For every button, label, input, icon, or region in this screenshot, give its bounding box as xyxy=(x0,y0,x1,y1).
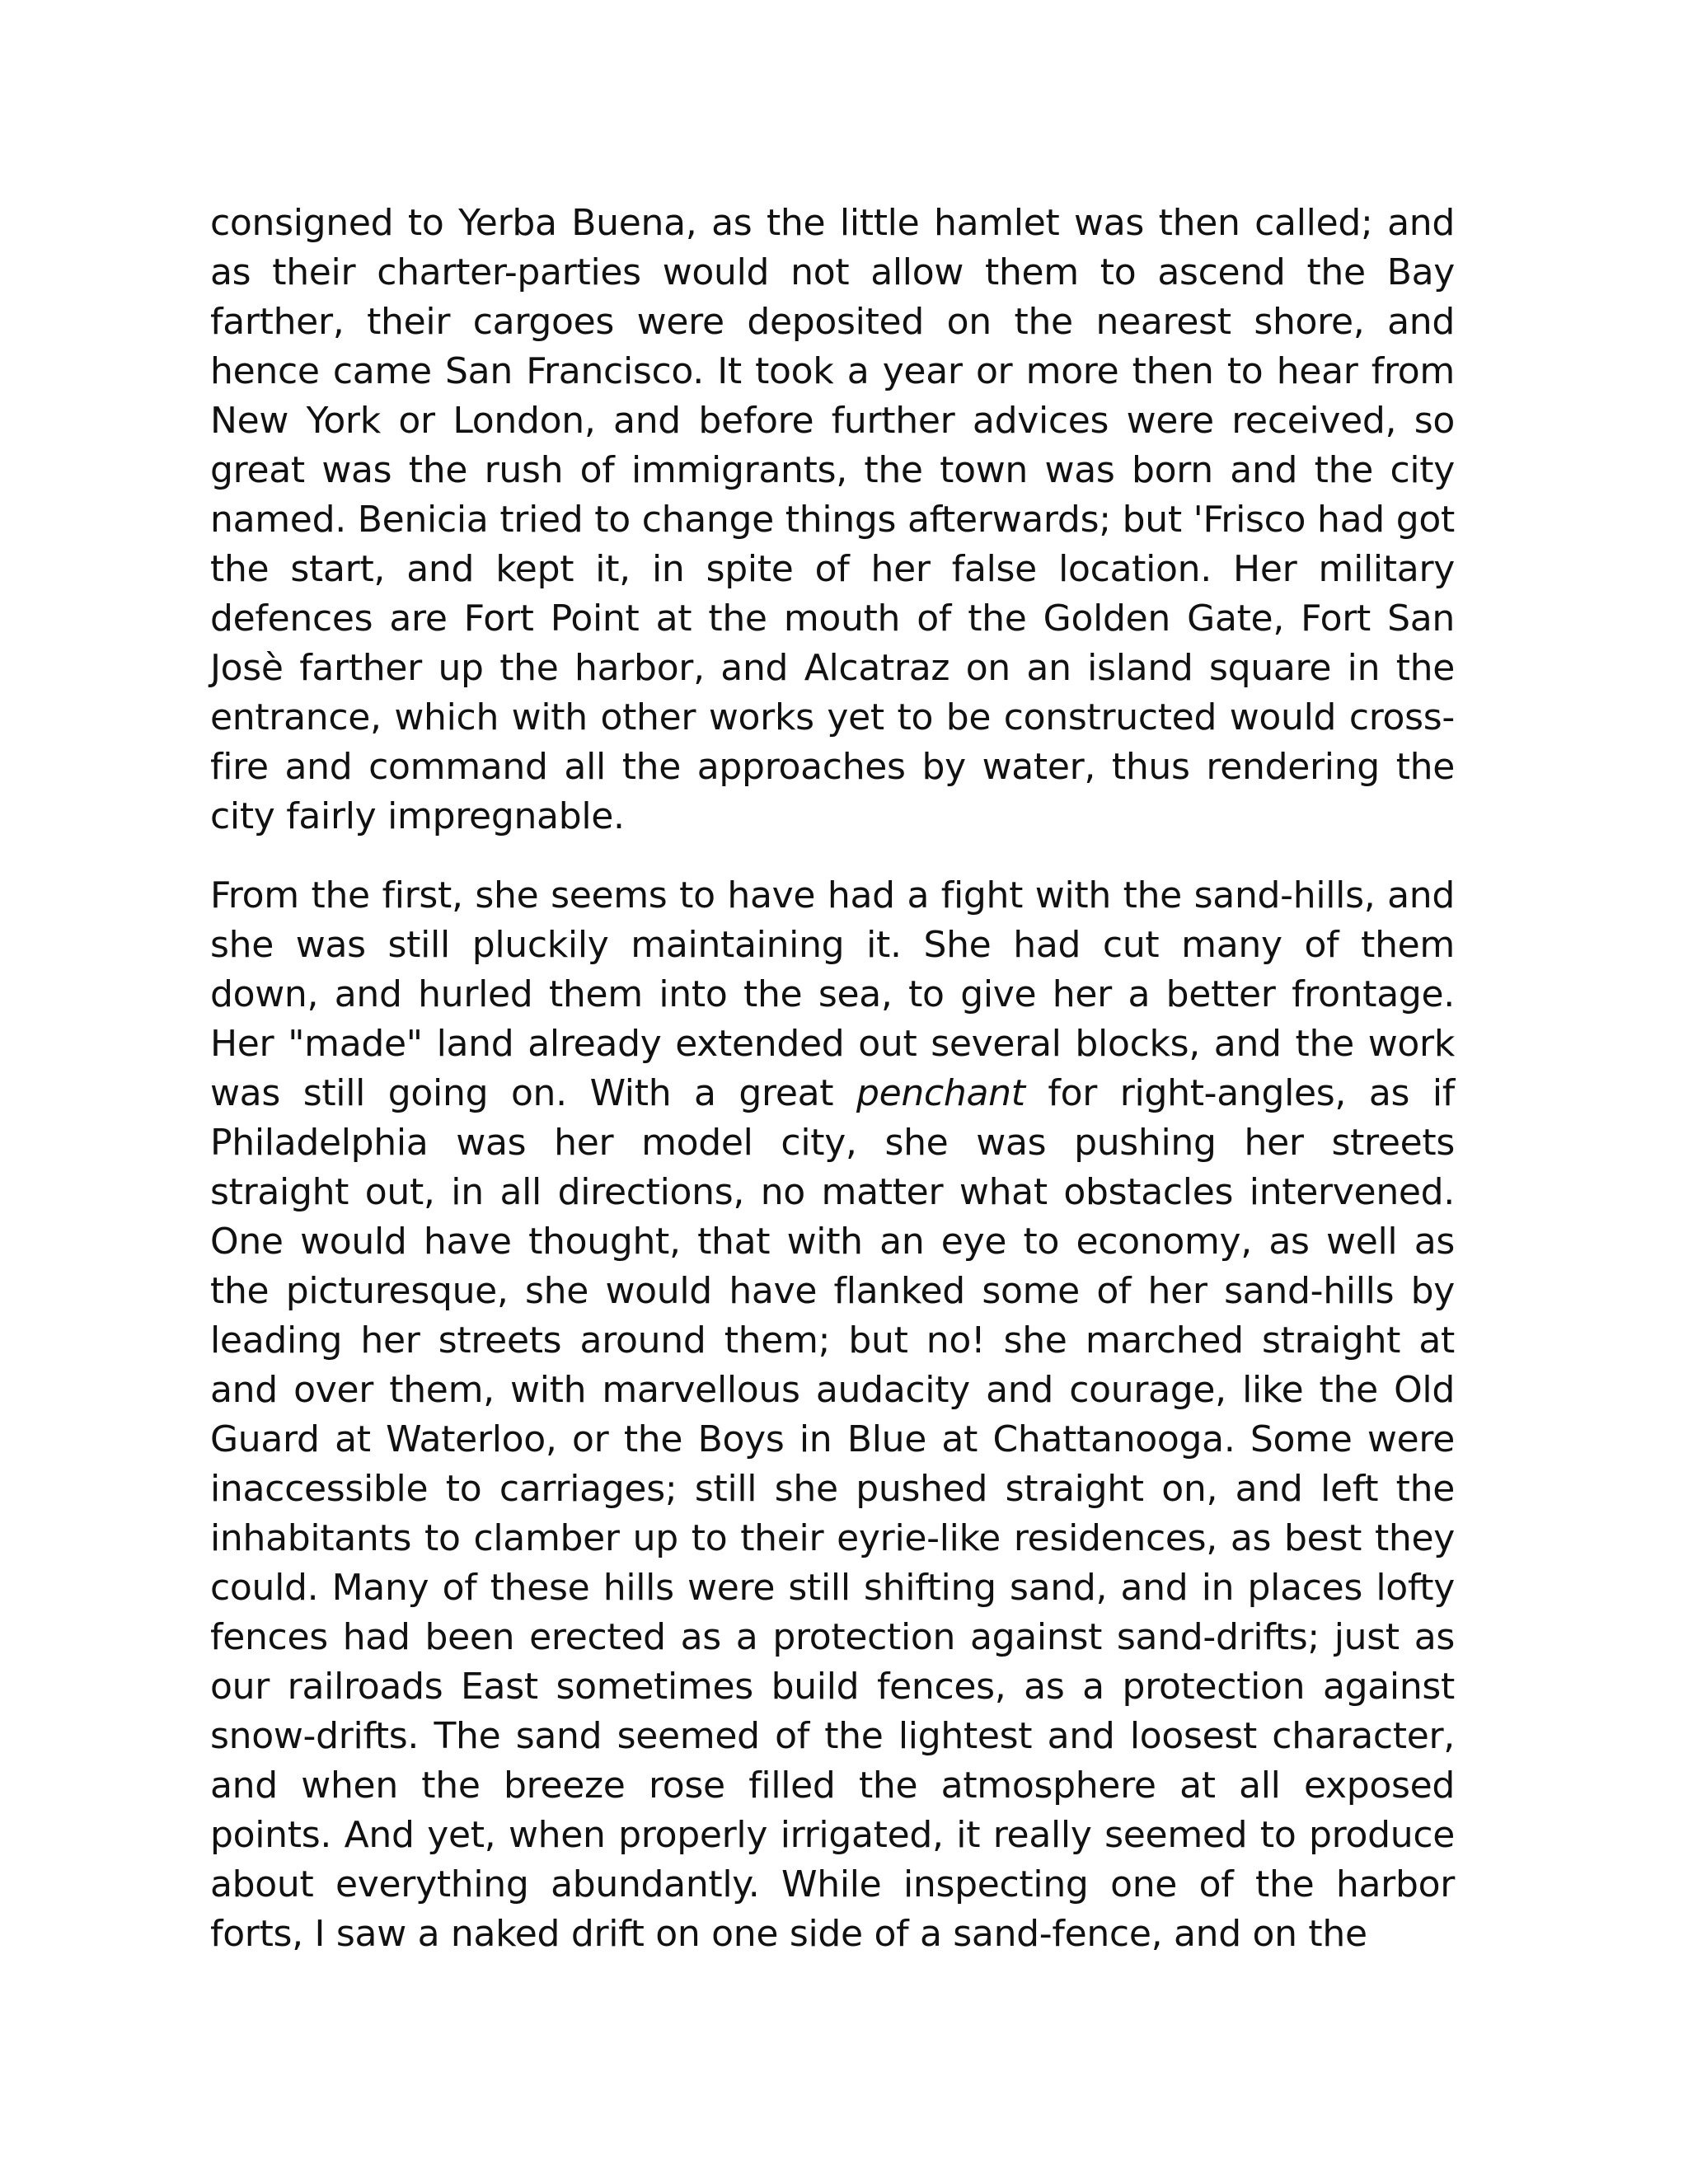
paragraph-1 xyxy=(210,199,1455,841)
page-text xyxy=(210,199,1455,1959)
paragraph-1-text: consigned to Yerba Buena, as the little hamlet was then called; and as their charter-parties would not allow them to ascend the Bay farther, their cargoes were deposited on the nearest shore, and hence came San Francisco. It took a year or more then to hear from New York or London, and before further advices were received, so great was the rush of immigrants, the town was born and the city named. Benicia tried to change things afterwards; but 'Frisco had got the start, and kept it, in spite of her false location. Her military defences are Fort Point at the mouth of the Golden Gate, Fort San Josè farther up the harbor, and Alcatraz on an island square in the entrance, which with other works yet to be constructed would cross-fire and command all the approaches by water, thus rendering the city fairly impregnable. xyxy=(210,202,1455,837)
paragraph-2 xyxy=(210,871,1455,1959)
paragraph-2-text-part-2: for right-angles, as if Philadelphia was her model city, she was pushing her streets straight out, in all directions, no matter what obstacles intervened. One would have thought, that with an eye to economy, as well as the picturesque, she would have flanked some of her sand-hills by leading her streets around them; but no! she marched straight at and over them, with marvellous audacity and courage, like the Old Guard at Waterloo, or the Boys in Blue at Chattanooga. Some were inaccessible to carriages; still she pushed straight on, and left the inhabitants to clamber up to their eyrie-like residences, as best they could. Many of these hills were still shifting sand, and in places lofty fences had been erected as a protection against sand-drifts; just as our railroads East sometimes build fences, as a protection against snow-drifts. The sand seemed of the lightest and loosest character, and when the breeze rose filled the atmosphere at all exposed points. And yet, when properly irrigated, it really seemed to produce about everything abundantly. While inspecting one of the harbor forts, I saw a naked drift on one side of a sand-fence, and on the xyxy=(210,1072,1456,1955)
paragraph-2-italic-word: penchant xyxy=(856,1072,1025,1114)
paragraph-2-text-part-1: From the first, she seems to have had a fight with the sand-hills, and she was still pluckily maintaining it. She had cut many of them down, and hurled them into the sea, to give her a better frontage. Her "made" land already extended out several blocks, and the work was still going on. With a great xyxy=(210,874,1455,1114)
